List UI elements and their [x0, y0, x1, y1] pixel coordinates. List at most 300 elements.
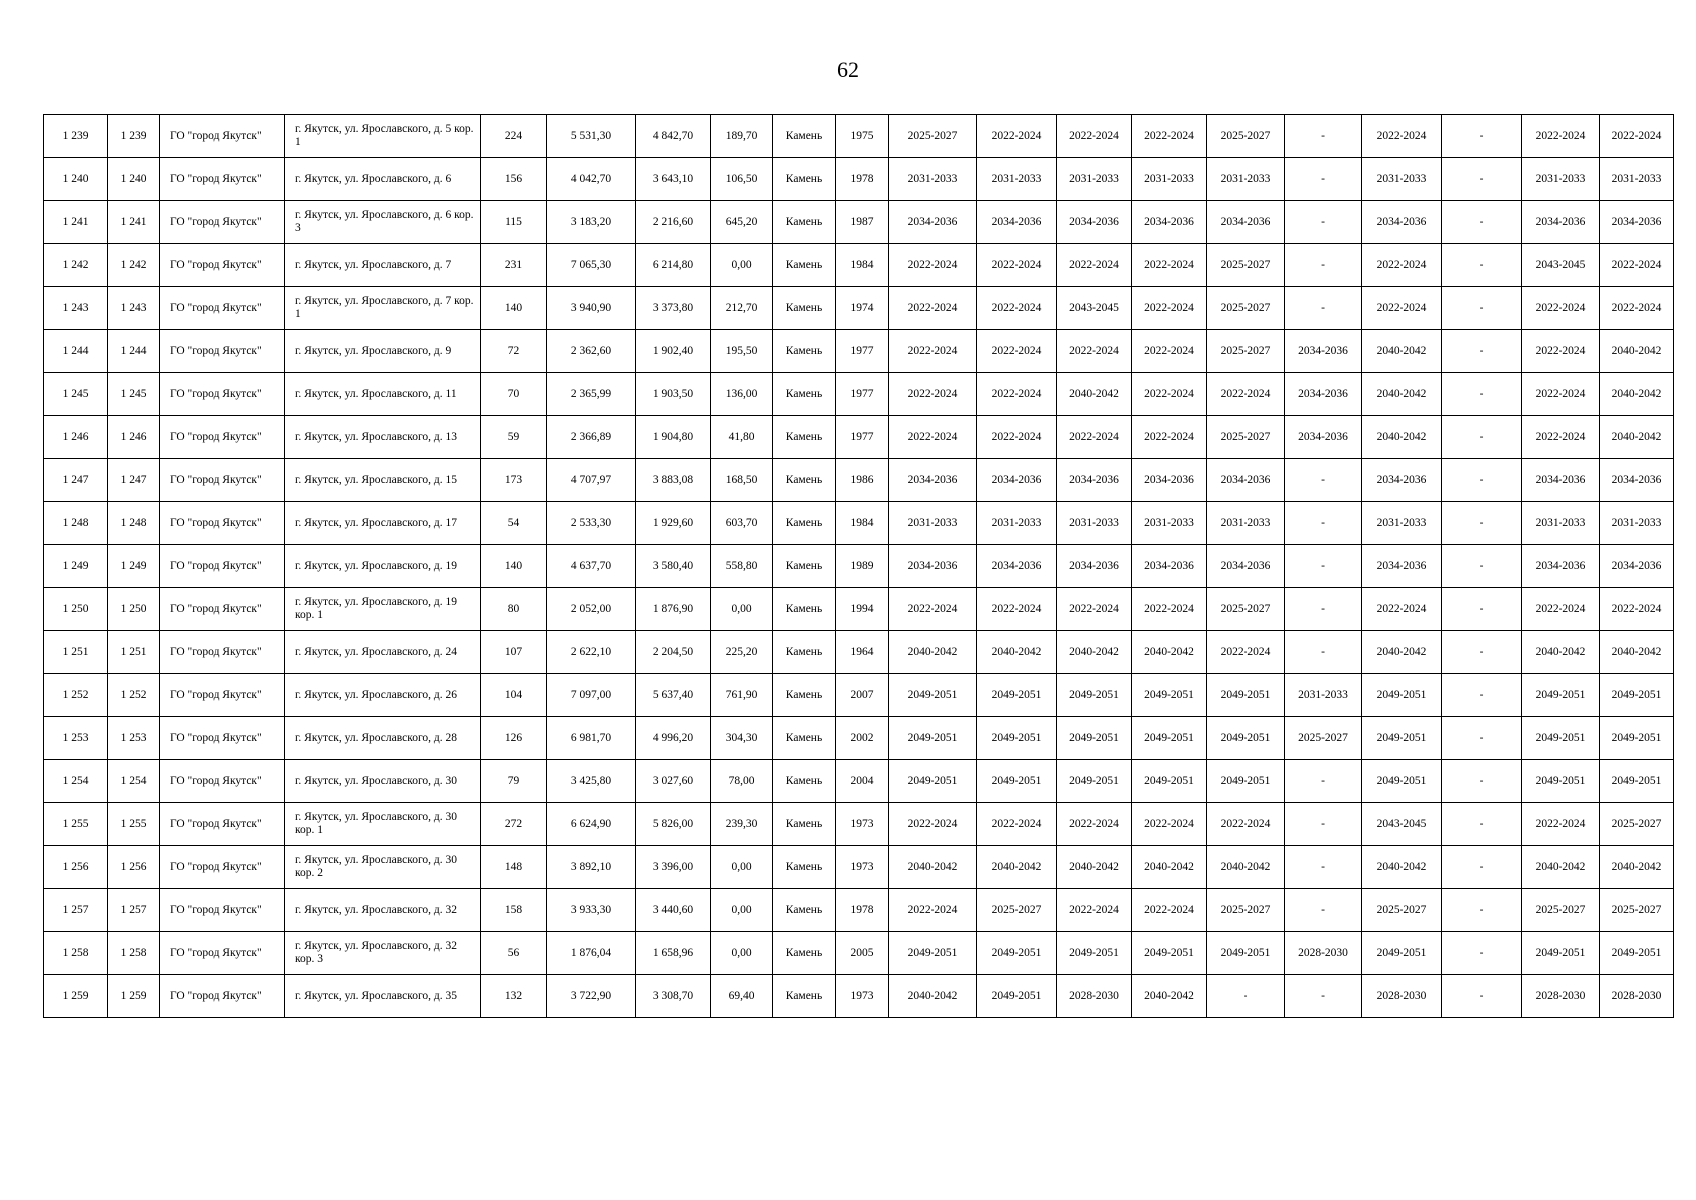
row-number-cell: 1 245	[44, 373, 108, 416]
nonresidential-area-cell: 0,00	[711, 846, 773, 889]
build-year-cell: 1973	[836, 846, 889, 889]
repair-period-10-cell: 2025-2027	[1600, 889, 1674, 932]
table-row	[44, 717, 1674, 760]
repair-period-5-cell: 2022-2024	[1207, 373, 1285, 416]
row-number-cell: 1 240	[44, 158, 108, 201]
register-number-cell: 1 240	[108, 158, 160, 201]
nonresidential-area-cell: 0,00	[711, 588, 773, 631]
repair-period-1-cell: 2034-2036	[889, 459, 977, 502]
build-year-cell: 1994	[836, 588, 889, 631]
repair-period-10-cell: 2040-2042	[1600, 416, 1674, 459]
address-cell: г. Якутск, ул. Ярославского, д. 30	[285, 760, 481, 803]
municipality-cell: ГО "город Якутск"	[160, 330, 285, 373]
row-number-cell: 1 251	[44, 631, 108, 674]
repair-period-4-cell: 2022-2024	[1132, 115, 1207, 158]
address-cell: г. Якутск, ул. Ярославского, д. 7 кор. 1	[285, 287, 481, 330]
total-area-cell: 6 624,90	[547, 803, 636, 846]
total-area-cell: 4 042,70	[547, 158, 636, 201]
wall-material-cell: Камень	[773, 373, 836, 416]
municipality-cell: ГО "город Якутск"	[160, 244, 285, 287]
repair-period-6-cell: 2031-2033	[1285, 674, 1362, 717]
table-row	[44, 244, 1674, 287]
repair-period-7-cell: 2031-2033	[1362, 502, 1442, 545]
repair-period-9-cell: 2034-2036	[1522, 545, 1600, 588]
repair-period-5-cell: -	[1207, 975, 1285, 1018]
address-cell: г. Якутск, ул. Ярославского, д. 19 кор. 1	[285, 588, 481, 631]
repair-period-7-cell: 2043-2045	[1362, 803, 1442, 846]
wall-material-cell: Камень	[773, 803, 836, 846]
repair-period-2-cell: 2031-2033	[977, 502, 1057, 545]
register-number-cell: 1 244	[108, 330, 160, 373]
repair-period-8-cell: -	[1442, 631, 1522, 674]
repair-period-8-cell: -	[1442, 760, 1522, 803]
table-row	[44, 631, 1674, 674]
repair-period-3-cell: 2049-2051	[1057, 760, 1132, 803]
repair-period-9-cell: 2049-2051	[1522, 932, 1600, 975]
repair-period-6-cell: -	[1285, 115, 1362, 158]
repair-period-1-cell: 2022-2024	[889, 330, 977, 373]
address-cell: г. Якутск, ул. Ярославского, д. 6	[285, 158, 481, 201]
repair-period-4-cell: 2040-2042	[1132, 631, 1207, 674]
register-number-cell: 1 239	[108, 115, 160, 158]
nonresidential-area-cell: 0,00	[711, 932, 773, 975]
address-cell: г. Якутск, ул. Ярославского, д. 30 кор. 2	[285, 846, 481, 889]
nonresidential-area-cell: 558,80	[711, 545, 773, 588]
repair-period-4-cell: 2022-2024	[1132, 373, 1207, 416]
nonresidential-area-cell: 136,00	[711, 373, 773, 416]
repair-period-7-cell: 2040-2042	[1362, 416, 1442, 459]
total-area-cell: 2 366,89	[547, 416, 636, 459]
residential-area-cell: 4 996,20	[636, 717, 711, 760]
total-area-cell: 2 362,60	[547, 330, 636, 373]
row-number-cell: 1 253	[44, 717, 108, 760]
municipality-cell: ГО "город Якутск"	[160, 502, 285, 545]
repair-period-6-cell: -	[1285, 502, 1362, 545]
address-cell: г. Якутск, ул. Ярославского, д. 19	[285, 545, 481, 588]
residential-area-cell: 1 903,50	[636, 373, 711, 416]
total-area-cell: 4 707,97	[547, 459, 636, 502]
repair-period-5-cell: 2022-2024	[1207, 803, 1285, 846]
repair-period-5-cell: 2049-2051	[1207, 760, 1285, 803]
wall-material-cell: Камень	[773, 244, 836, 287]
register-number-cell: 1 241	[108, 201, 160, 244]
repair-period-3-cell: 2022-2024	[1057, 416, 1132, 459]
repair-period-9-cell: 2034-2036	[1522, 459, 1600, 502]
repair-period-9-cell: 2025-2027	[1522, 889, 1600, 932]
repair-period-3-cell: 2022-2024	[1057, 803, 1132, 846]
nonresidential-area-cell: 0,00	[711, 244, 773, 287]
repair-period-10-cell: 2049-2051	[1600, 717, 1674, 760]
build-year-cell: 1977	[836, 416, 889, 459]
municipality-cell: ГО "город Якутск"	[160, 803, 285, 846]
repair-period-1-cell: 2025-2027	[889, 115, 977, 158]
repair-period-9-cell: 2043-2045	[1522, 244, 1600, 287]
table-row	[44, 502, 1674, 545]
municipality-cell: ГО "город Якутск"	[160, 459, 285, 502]
repair-period-8-cell: -	[1442, 674, 1522, 717]
build-year-cell: 1977	[836, 330, 889, 373]
repair-period-4-cell: 2031-2033	[1132, 502, 1207, 545]
repair-period-7-cell: 2040-2042	[1362, 330, 1442, 373]
total-area-cell: 3 722,90	[547, 975, 636, 1018]
repair-period-2-cell: 2031-2033	[977, 158, 1057, 201]
municipality-cell: ГО "город Якутск"	[160, 760, 285, 803]
repair-period-6-cell: 2028-2030	[1285, 932, 1362, 975]
row-number-cell: 1 242	[44, 244, 108, 287]
residents-count-cell: 158	[481, 889, 547, 932]
address-cell: г. Якутск, ул. Ярославского, д. 32 кор. 3	[285, 932, 481, 975]
register-number-cell: 1 256	[108, 846, 160, 889]
residential-area-cell: 1 658,96	[636, 932, 711, 975]
repair-period-5-cell: 2025-2027	[1207, 889, 1285, 932]
repair-period-1-cell: 2031-2033	[889, 158, 977, 201]
repair-period-4-cell: 2031-2033	[1132, 158, 1207, 201]
wall-material-cell: Камень	[773, 889, 836, 932]
register-number-cell: 1 254	[108, 760, 160, 803]
repair-period-6-cell: -	[1285, 158, 1362, 201]
total-area-cell: 2 365,99	[547, 373, 636, 416]
wall-material-cell: Камень	[773, 846, 836, 889]
total-area-cell: 6 981,70	[547, 717, 636, 760]
table-row	[44, 760, 1674, 803]
residents-count-cell: 115	[481, 201, 547, 244]
repair-period-4-cell: 2049-2051	[1132, 760, 1207, 803]
repair-period-8-cell: -	[1442, 330, 1522, 373]
repair-period-8-cell: -	[1442, 201, 1522, 244]
nonresidential-area-cell: 41,80	[711, 416, 773, 459]
repair-period-1-cell: 2049-2051	[889, 932, 977, 975]
repair-period-10-cell: 2040-2042	[1600, 330, 1674, 373]
residential-area-cell: 1 904,80	[636, 416, 711, 459]
repair-period-6-cell: -	[1285, 588, 1362, 631]
residential-area-cell: 6 214,80	[636, 244, 711, 287]
register-number-cell: 1 243	[108, 287, 160, 330]
row-number-cell: 1 259	[44, 975, 108, 1018]
residents-count-cell: 231	[481, 244, 547, 287]
residential-area-cell: 5 637,40	[636, 674, 711, 717]
residential-area-cell: 3 440,60	[636, 889, 711, 932]
register-number-cell: 1 242	[108, 244, 160, 287]
table-row	[44, 115, 1674, 158]
repair-period-10-cell: 2040-2042	[1600, 631, 1674, 674]
repair-period-7-cell: 2028-2030	[1362, 975, 1442, 1018]
residents-count-cell: 132	[481, 975, 547, 1018]
nonresidential-area-cell: 189,70	[711, 115, 773, 158]
repair-period-9-cell: 2022-2024	[1522, 588, 1600, 631]
repair-period-9-cell: 2022-2024	[1522, 330, 1600, 373]
repair-period-4-cell: 2049-2051	[1132, 674, 1207, 717]
row-number-cell: 1 241	[44, 201, 108, 244]
build-year-cell: 1986	[836, 459, 889, 502]
municipality-cell: ГО "город Якутск"	[160, 717, 285, 760]
repair-period-5-cell: 2040-2042	[1207, 846, 1285, 889]
repair-period-8-cell: -	[1442, 115, 1522, 158]
repair-period-9-cell: 2031-2033	[1522, 502, 1600, 545]
total-area-cell: 2 533,30	[547, 502, 636, 545]
residents-count-cell: 59	[481, 416, 547, 459]
residential-area-cell: 3 643,10	[636, 158, 711, 201]
repair-period-1-cell: 2022-2024	[889, 803, 977, 846]
repair-period-7-cell: 2022-2024	[1362, 588, 1442, 631]
row-number-cell: 1 248	[44, 502, 108, 545]
nonresidential-area-cell: 225,20	[711, 631, 773, 674]
total-area-cell: 3 940,90	[547, 287, 636, 330]
repair-period-6-cell: 2025-2027	[1285, 717, 1362, 760]
repair-period-1-cell: 2040-2042	[889, 846, 977, 889]
row-number-cell: 1 257	[44, 889, 108, 932]
repair-period-9-cell: 2022-2024	[1522, 416, 1600, 459]
address-cell: г. Якутск, ул. Ярославского, д. 7	[285, 244, 481, 287]
repair-period-7-cell: 2049-2051	[1362, 932, 1442, 975]
register-number-cell: 1 246	[108, 416, 160, 459]
municipality-cell: ГО "город Якутск"	[160, 201, 285, 244]
nonresidential-area-cell: 603,70	[711, 502, 773, 545]
repair-period-3-cell: 2034-2036	[1057, 545, 1132, 588]
repair-period-3-cell: 2034-2036	[1057, 201, 1132, 244]
residential-area-cell: 5 826,00	[636, 803, 711, 846]
repair-period-4-cell: 2022-2024	[1132, 330, 1207, 373]
repair-period-6-cell: -	[1285, 975, 1362, 1018]
repair-period-5-cell: 2049-2051	[1207, 717, 1285, 760]
repair-period-5-cell: 2022-2024	[1207, 631, 1285, 674]
repair-period-10-cell: 2031-2033	[1600, 158, 1674, 201]
repair-period-4-cell: 2049-2051	[1132, 932, 1207, 975]
municipality-cell: ГО "город Якутск"	[160, 545, 285, 588]
address-cell: г. Якутск, ул. Ярославского, д. 35	[285, 975, 481, 1018]
repair-period-4-cell: 2022-2024	[1132, 889, 1207, 932]
repair-period-7-cell: 2040-2042	[1362, 373, 1442, 416]
repair-period-9-cell: 2049-2051	[1522, 760, 1600, 803]
repair-period-2-cell: 2022-2024	[977, 416, 1057, 459]
build-year-cell: 1977	[836, 373, 889, 416]
repair-period-6-cell: -	[1285, 287, 1362, 330]
repair-period-7-cell: 2025-2027	[1362, 889, 1442, 932]
residential-area-cell: 4 842,70	[636, 115, 711, 158]
wall-material-cell: Камень	[773, 459, 836, 502]
nonresidential-area-cell: 761,90	[711, 674, 773, 717]
repair-period-3-cell: 2040-2042	[1057, 631, 1132, 674]
repair-period-1-cell: 2022-2024	[889, 287, 977, 330]
residential-area-cell: 1 902,40	[636, 330, 711, 373]
row-number-cell: 1 250	[44, 588, 108, 631]
repair-period-7-cell: 2040-2042	[1362, 846, 1442, 889]
residents-count-cell: 70	[481, 373, 547, 416]
table-row	[44, 889, 1674, 932]
repair-period-7-cell: 2040-2042	[1362, 631, 1442, 674]
repair-period-5-cell: 2031-2033	[1207, 158, 1285, 201]
register-number-cell: 1 255	[108, 803, 160, 846]
municipality-cell: ГО "город Якутск"	[160, 158, 285, 201]
repair-period-3-cell: 2022-2024	[1057, 588, 1132, 631]
build-year-cell: 1964	[836, 631, 889, 674]
repair-period-2-cell: 2049-2051	[977, 717, 1057, 760]
total-area-cell: 3 892,10	[547, 846, 636, 889]
repair-period-10-cell: 2022-2024	[1600, 244, 1674, 287]
residents-count-cell: 224	[481, 115, 547, 158]
residents-count-cell: 104	[481, 674, 547, 717]
repair-period-3-cell: 2028-2030	[1057, 975, 1132, 1018]
repair-period-10-cell: 2028-2030	[1600, 975, 1674, 1018]
address-cell: г. Якутск, ул. Ярославского, д. 17	[285, 502, 481, 545]
repair-period-2-cell: 2034-2036	[977, 201, 1057, 244]
repair-period-10-cell: 2025-2027	[1600, 803, 1674, 846]
repair-period-3-cell: 2040-2042	[1057, 373, 1132, 416]
repair-period-8-cell: -	[1442, 889, 1522, 932]
repair-period-5-cell: 2034-2036	[1207, 459, 1285, 502]
total-area-cell: 5 531,30	[547, 115, 636, 158]
residents-count-cell: 126	[481, 717, 547, 760]
repair-period-10-cell: 2040-2042	[1600, 846, 1674, 889]
repair-period-6-cell: -	[1285, 760, 1362, 803]
municipality-cell: ГО "город Якутск"	[160, 846, 285, 889]
repair-period-2-cell: 2022-2024	[977, 803, 1057, 846]
repair-period-6-cell: 2034-2036	[1285, 373, 1362, 416]
nonresidential-area-cell: 0,00	[711, 889, 773, 932]
repair-period-8-cell: -	[1442, 975, 1522, 1018]
housing-register-table	[43, 114, 1674, 1018]
total-area-cell: 7 097,00	[547, 674, 636, 717]
repair-period-3-cell: 2022-2024	[1057, 244, 1132, 287]
build-year-cell: 1984	[836, 502, 889, 545]
total-area-cell: 3 183,20	[547, 201, 636, 244]
build-year-cell: 1978	[836, 158, 889, 201]
total-area-cell: 3 425,80	[547, 760, 636, 803]
row-number-cell: 1 244	[44, 330, 108, 373]
repair-period-2-cell: 2034-2036	[977, 545, 1057, 588]
address-cell: г. Якутск, ул. Ярославского, д. 6 кор. 3	[285, 201, 481, 244]
repair-period-6-cell: 2034-2036	[1285, 416, 1362, 459]
repair-period-7-cell: 2022-2024	[1362, 115, 1442, 158]
wall-material-cell: Камень	[773, 158, 836, 201]
build-year-cell: 1978	[836, 889, 889, 932]
repair-period-6-cell: -	[1285, 459, 1362, 502]
build-year-cell: 2002	[836, 717, 889, 760]
register-number-cell: 1 258	[108, 932, 160, 975]
municipality-cell: ГО "город Якутск"	[160, 631, 285, 674]
repair-period-7-cell: 2049-2051	[1362, 717, 1442, 760]
table-row	[44, 201, 1674, 244]
repair-period-2-cell: 2022-2024	[977, 115, 1057, 158]
repair-period-5-cell: 2025-2027	[1207, 330, 1285, 373]
row-number-cell: 1 254	[44, 760, 108, 803]
wall-material-cell: Камень	[773, 115, 836, 158]
repair-period-10-cell: 2049-2051	[1600, 932, 1674, 975]
nonresidential-area-cell: 645,20	[711, 201, 773, 244]
wall-material-cell: Камень	[773, 545, 836, 588]
repair-period-9-cell: 2034-2036	[1522, 201, 1600, 244]
address-cell: г. Якутск, ул. Ярославского, д. 5 кор. 1	[285, 115, 481, 158]
repair-period-6-cell: -	[1285, 803, 1362, 846]
build-year-cell: 1984	[836, 244, 889, 287]
repair-period-1-cell: 2022-2024	[889, 244, 977, 287]
residents-count-cell: 173	[481, 459, 547, 502]
residential-area-cell: 1 929,60	[636, 502, 711, 545]
repair-period-3-cell: 2022-2024	[1057, 115, 1132, 158]
repair-period-4-cell: 2040-2042	[1132, 846, 1207, 889]
nonresidential-area-cell: 78,00	[711, 760, 773, 803]
repair-period-1-cell: 2049-2051	[889, 760, 977, 803]
register-number-cell: 1 250	[108, 588, 160, 631]
repair-period-3-cell: 2031-2033	[1057, 502, 1132, 545]
municipality-cell: ГО "город Якутск"	[160, 373, 285, 416]
repair-period-2-cell: 2022-2024	[977, 287, 1057, 330]
nonresidential-area-cell: 106,50	[711, 158, 773, 201]
repair-period-6-cell: 2034-2036	[1285, 330, 1362, 373]
repair-period-10-cell: 2022-2024	[1600, 588, 1674, 631]
repair-period-4-cell: 2022-2024	[1132, 588, 1207, 631]
total-area-cell: 1 876,04	[547, 932, 636, 975]
build-year-cell: 2007	[836, 674, 889, 717]
repair-period-9-cell: 2049-2051	[1522, 674, 1600, 717]
residential-area-cell: 3 308,70	[636, 975, 711, 1018]
repair-period-5-cell: 2031-2033	[1207, 502, 1285, 545]
total-area-cell: 2 052,00	[547, 588, 636, 631]
repair-period-10-cell: 2031-2033	[1600, 502, 1674, 545]
repair-period-8-cell: -	[1442, 717, 1522, 760]
repair-period-5-cell: 2025-2027	[1207, 244, 1285, 287]
address-cell: г. Якутск, ул. Ярославского, д. 30 кор. 1	[285, 803, 481, 846]
address-cell: г. Якутск, ул. Ярославского, д. 32	[285, 889, 481, 932]
row-number-cell: 1 239	[44, 115, 108, 158]
repair-period-10-cell: 2049-2051	[1600, 674, 1674, 717]
table-row	[44, 373, 1674, 416]
total-area-cell: 4 637,70	[547, 545, 636, 588]
repair-period-3-cell: 2049-2051	[1057, 717, 1132, 760]
repair-period-9-cell: 2022-2024	[1522, 803, 1600, 846]
residents-count-cell: 107	[481, 631, 547, 674]
register-number-cell: 1 249	[108, 545, 160, 588]
row-number-cell: 1 258	[44, 932, 108, 975]
residents-count-cell: 140	[481, 545, 547, 588]
table-row	[44, 287, 1674, 330]
build-year-cell: 1975	[836, 115, 889, 158]
repair-period-2-cell: 2022-2024	[977, 244, 1057, 287]
repair-period-9-cell: 2049-2051	[1522, 717, 1600, 760]
repair-period-3-cell: 2043-2045	[1057, 287, 1132, 330]
address-cell: г. Якутск, ул. Ярославского, д. 24	[285, 631, 481, 674]
nonresidential-area-cell: 195,50	[711, 330, 773, 373]
table-body	[44, 115, 1674, 1018]
repair-period-8-cell: -	[1442, 287, 1522, 330]
table-row	[44, 330, 1674, 373]
repair-period-4-cell: 2040-2042	[1132, 975, 1207, 1018]
table-row	[44, 158, 1674, 201]
row-number-cell: 1 247	[44, 459, 108, 502]
repair-period-4-cell: 2022-2024	[1132, 287, 1207, 330]
municipality-cell: ГО "город Якутск"	[160, 932, 285, 975]
wall-material-cell: Камень	[773, 416, 836, 459]
residential-area-cell: 3 373,80	[636, 287, 711, 330]
repair-period-6-cell: -	[1285, 889, 1362, 932]
repair-period-9-cell: 2028-2030	[1522, 975, 1600, 1018]
repair-period-10-cell: 2022-2024	[1600, 287, 1674, 330]
repair-period-2-cell: 2049-2051	[977, 760, 1057, 803]
repair-period-10-cell: 2034-2036	[1600, 545, 1674, 588]
wall-material-cell: Камень	[773, 674, 836, 717]
wall-material-cell: Камень	[773, 760, 836, 803]
repair-period-2-cell: 2022-2024	[977, 373, 1057, 416]
repair-period-2-cell: 2034-2036	[977, 459, 1057, 502]
repair-period-5-cell: 2034-2036	[1207, 201, 1285, 244]
register-number-cell: 1 245	[108, 373, 160, 416]
register-number-cell: 1 247	[108, 459, 160, 502]
register-number-cell: 1 253	[108, 717, 160, 760]
residents-count-cell: 156	[481, 158, 547, 201]
build-year-cell: 1989	[836, 545, 889, 588]
repair-period-8-cell: -	[1442, 502, 1522, 545]
municipality-cell: ГО "город Якутск"	[160, 287, 285, 330]
wall-material-cell: Камень	[773, 717, 836, 760]
